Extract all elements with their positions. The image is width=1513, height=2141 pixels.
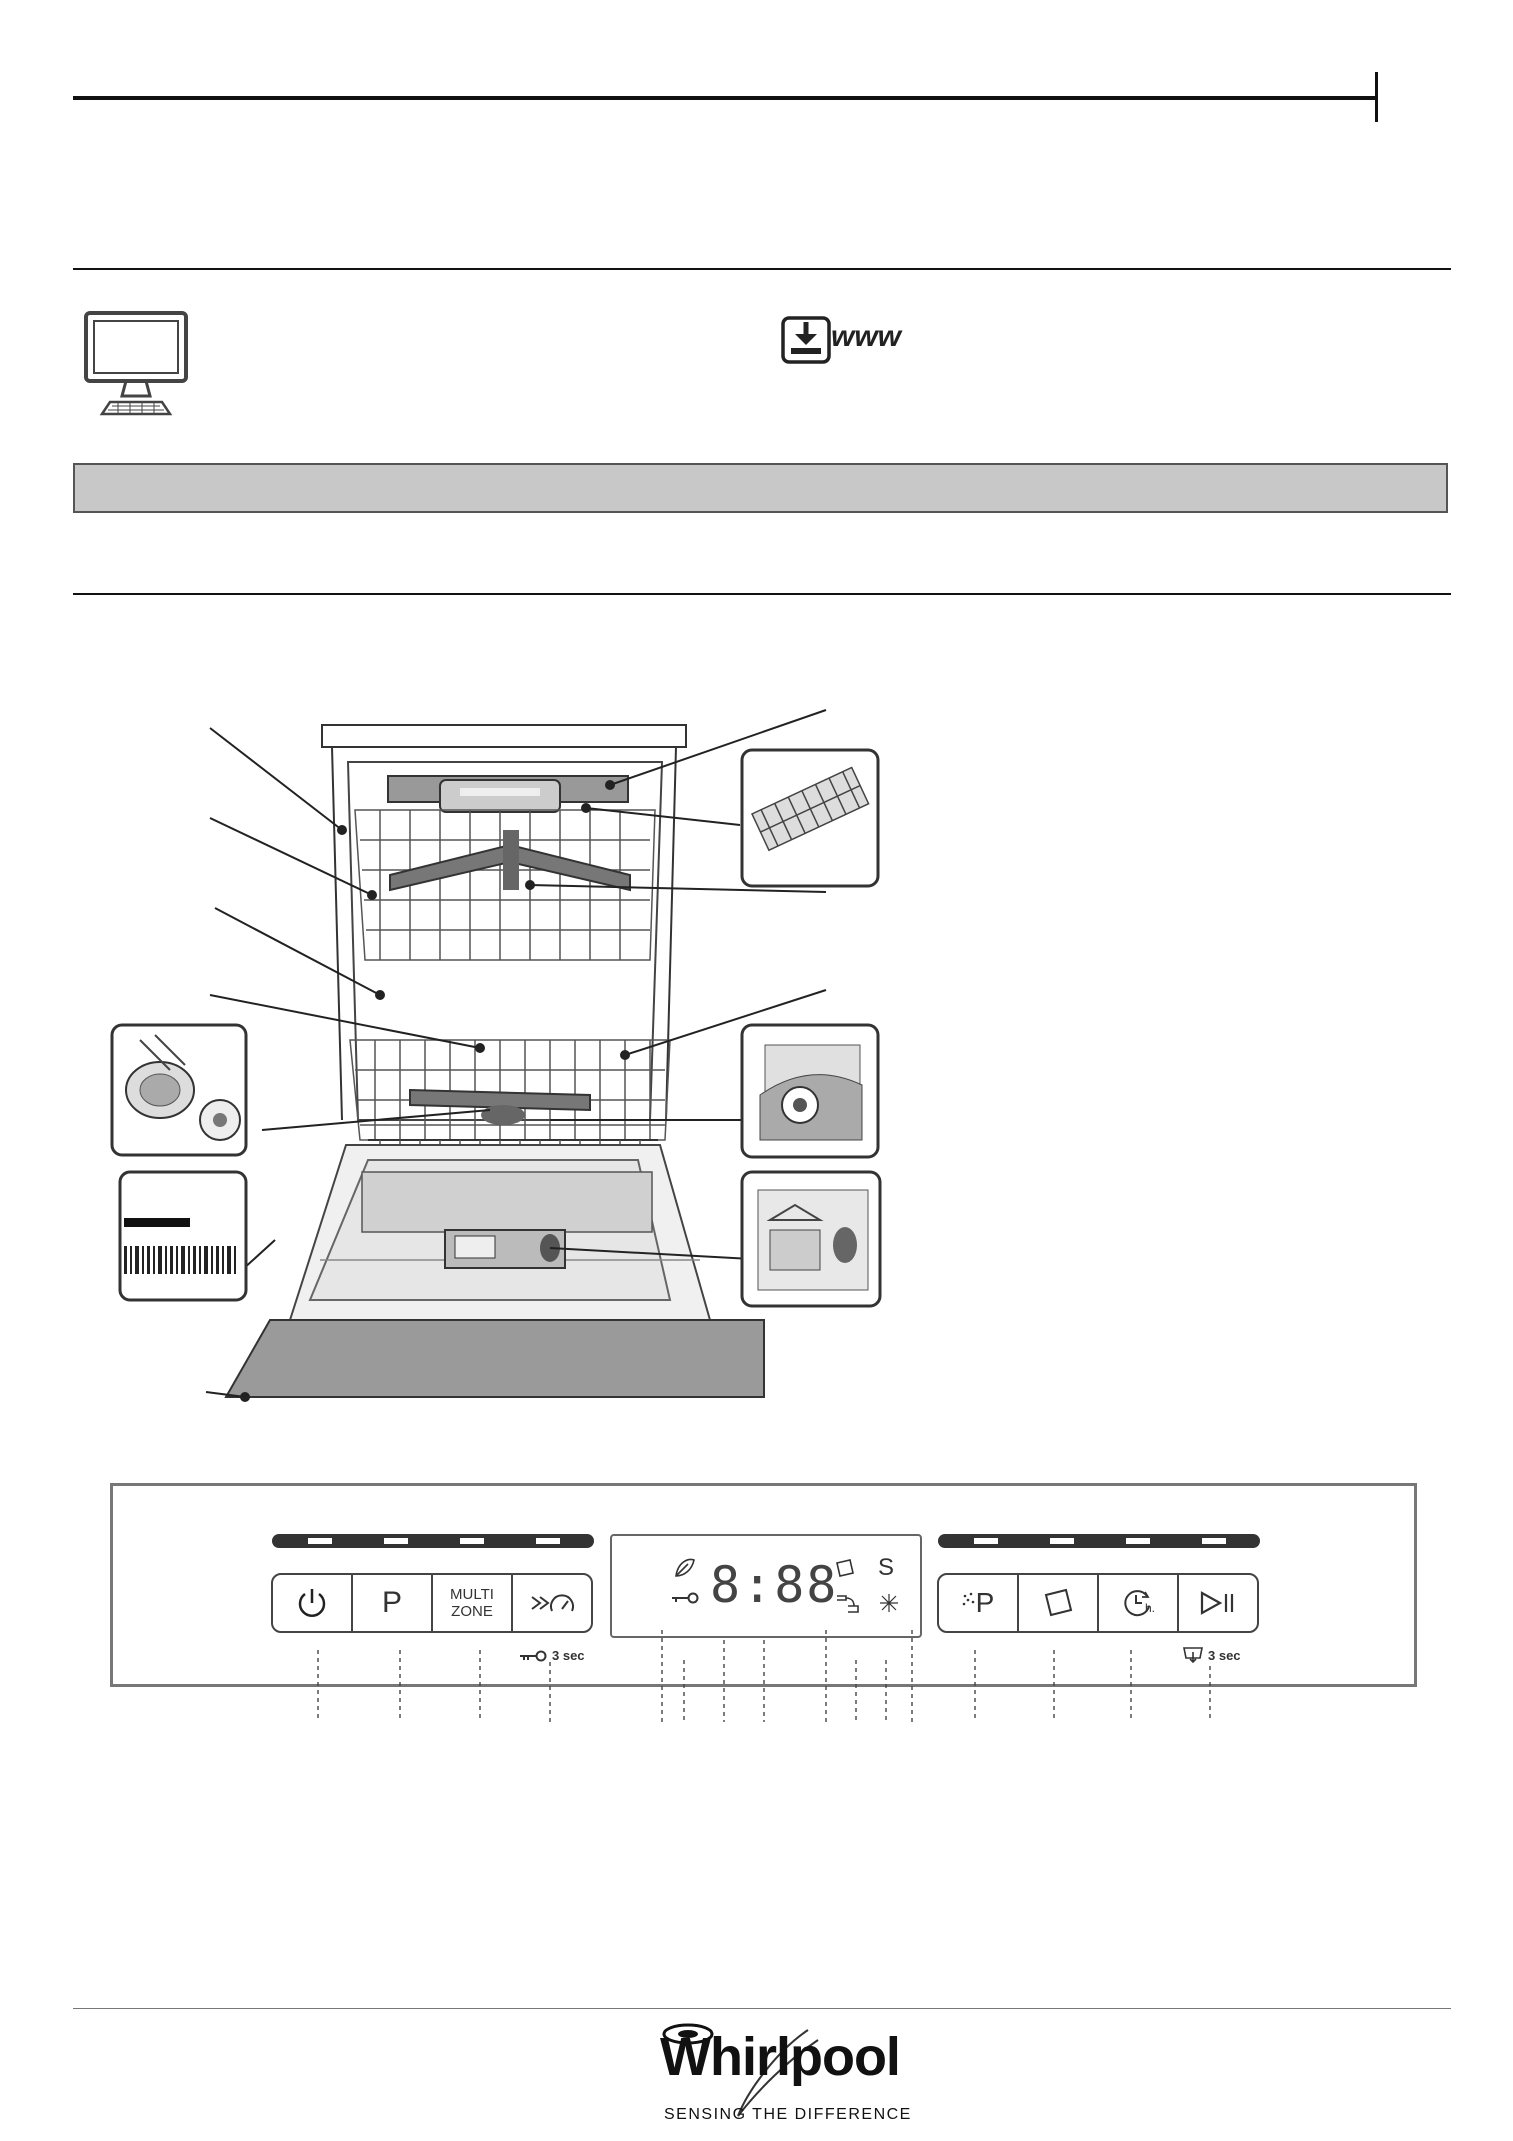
section-rule-1 — [73, 268, 1451, 270]
eco-leaf-icon — [672, 1556, 698, 1580]
whirlpool-logo: Whirlpool — [660, 2027, 900, 2087]
cancel-hint-text: 3 sec — [1208, 1647, 1241, 1663]
display-digits: 8:88 — [710, 1556, 839, 1614]
top-rule-tick — [1375, 72, 1378, 122]
footer-rule — [73, 2008, 1451, 2009]
multizone-label-line2: ZONE — [451, 1603, 493, 1620]
panel-leader-lines — [0, 1600, 1513, 1730]
multizone-label-line1: MULTI — [450, 1586, 494, 1603]
salt-s-indicator: S — [878, 1554, 895, 1581]
top-rule — [73, 96, 1377, 100]
powerclean-p-icon: P — [975, 1587, 995, 1618]
tablet-indicator-icon — [834, 1558, 856, 1578]
right-led-strip — [938, 1534, 1260, 1548]
www-text: www — [831, 320, 902, 353]
section-rule-2 — [73, 593, 1451, 595]
download-www-icon — [781, 316, 901, 366]
program-p-icon: P — [381, 1586, 402, 1619]
computer-monitor-icon — [78, 310, 194, 418]
left-led-strip — [272, 1534, 594, 1548]
section-title-bar — [73, 463, 1448, 513]
delay-hours-label: h. — [1145, 1601, 1156, 1615]
dishwasher-illustration — [110, 700, 890, 1420]
lock-hint-text: 3 sec — [552, 1648, 585, 1663]
brand-tagline: SENSING THE DIFFERENCE — [664, 2106, 912, 2123]
